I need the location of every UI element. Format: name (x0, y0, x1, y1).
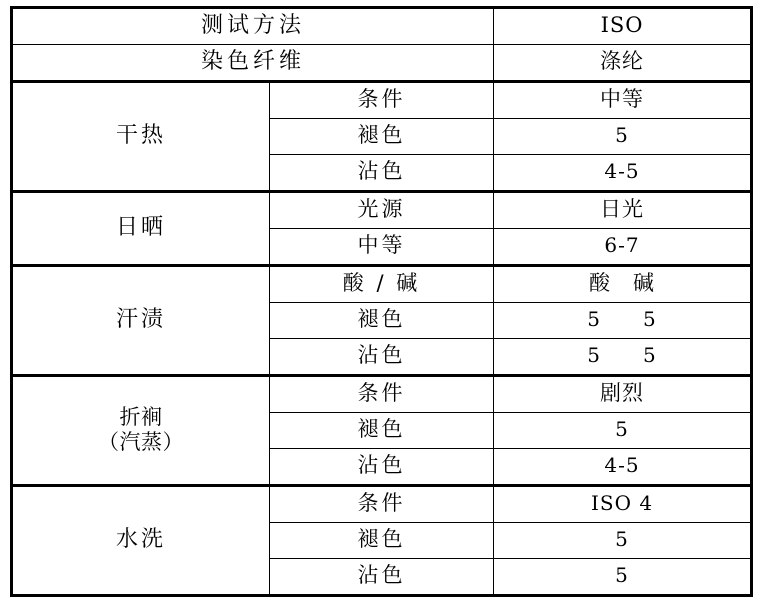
section-label-line1: 折裥 (119, 405, 163, 430)
table-row (12, 45, 752, 82)
item-value: 5 (494, 119, 752, 155)
item-label: 条件 (270, 82, 494, 119)
item-value: 5 (494, 413, 752, 449)
table-row (12, 266, 752, 303)
item-value: 5 5 (494, 303, 752, 339)
item-label: 酸 / 碱 (270, 266, 494, 303)
item-label: 中等 (270, 229, 494, 266)
table-row (12, 82, 752, 119)
item-label: 沾色 (270, 449, 494, 486)
item-label: 条件 (270, 376, 494, 413)
dyed-fiber-value: 涤纶 (494, 45, 752, 82)
table-row (12, 192, 752, 229)
item-label: 沾色 (270, 559, 494, 596)
item-label: 褪色 (270, 119, 494, 155)
item-label: 光源 (270, 192, 494, 229)
item-value: ISO 4 (494, 486, 752, 523)
item-value: 5 (494, 559, 752, 596)
item-value: 日光 (494, 192, 752, 229)
item-value: 4-5 (494, 449, 752, 486)
table-row (12, 376, 752, 413)
item-value: 5 (494, 523, 752, 559)
section-label-dry-heat: 干热 (12, 82, 270, 192)
item-label: 条件 (270, 486, 494, 523)
section-label-light-exposure: 日晒 (12, 192, 270, 266)
section-label-perspiration: 汗渍 (12, 266, 270, 376)
test-results-table (10, 6, 753, 597)
test-method-value: ISO (494, 8, 752, 45)
section-label-pleating-steam (12, 376, 270, 486)
test-method-label: 测试方法 (12, 8, 494, 45)
item-label: 褪色 (270, 413, 494, 449)
item-value: 酸 碱 (494, 266, 752, 303)
item-value: 5 5 (494, 339, 752, 376)
item-value: 剧烈 (494, 376, 752, 413)
item-value: 中等 (494, 82, 752, 119)
item-label: 沾色 (270, 155, 494, 192)
table-row (12, 486, 752, 523)
item-value: 6-7 (494, 229, 752, 266)
item-label: 褪色 (270, 303, 494, 339)
item-label: 褪色 (270, 523, 494, 559)
section-label-line2: （汽蒸） (98, 429, 184, 454)
table-row (12, 8, 752, 45)
document-page (0, 6, 767, 588)
section-label-washing: 水洗 (12, 486, 270, 596)
dyed-fiber-label: 染色纤维 (12, 45, 494, 82)
item-value: 4-5 (494, 155, 752, 192)
item-label: 沾色 (270, 339, 494, 376)
